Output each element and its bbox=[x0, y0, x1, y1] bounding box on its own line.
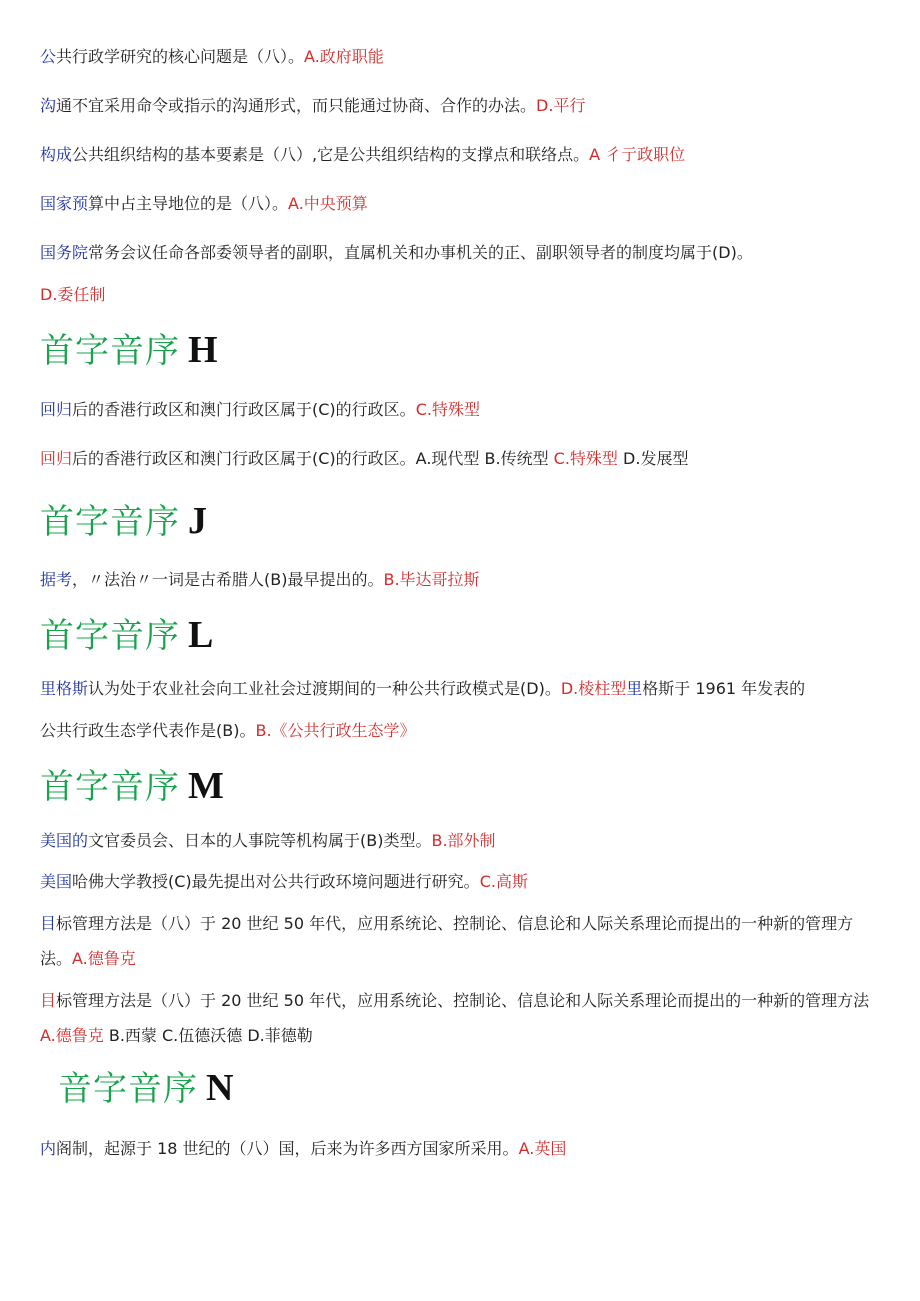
keyword: 内 bbox=[40, 1139, 57, 1158]
question-line bbox=[40, 563, 880, 597]
answer-text: C.高斯 bbox=[479, 872, 528, 891]
keyword: 美国 bbox=[40, 872, 73, 891]
keyword: 国务院 bbox=[40, 243, 89, 262]
question-line bbox=[40, 40, 880, 74]
keyword: 沟 bbox=[40, 96, 57, 115]
question-line bbox=[40, 824, 880, 858]
question-text: 后的香港行政区和澳门行政区属于(C)的行政区。A.现代型 B.传统型 bbox=[72, 449, 549, 468]
keyword: 回归 bbox=[40, 449, 73, 468]
answer-text: A.政府职能 bbox=[304, 47, 384, 66]
answer-text: B.《公共行政生态学》 bbox=[255, 721, 416, 740]
question-line bbox=[40, 89, 880, 123]
heading-label: 首字音序 bbox=[40, 502, 180, 542]
answer-text: C.特殊型 bbox=[415, 400, 480, 419]
question-line bbox=[40, 906, 880, 976]
question-line bbox=[40, 187, 880, 221]
question-line bbox=[40, 714, 880, 748]
section-heading-l bbox=[40, 610, 214, 660]
answer-text: B.部外制 bbox=[431, 831, 496, 850]
question-text: 常务会议任命各部委领导者的副职，直属机关和办事机关的正、副职领导者的制度均属于(D)。 bbox=[88, 243, 753, 262]
question-line bbox=[40, 393, 880, 427]
question-line bbox=[40, 442, 880, 476]
question-text: 后的香港行政区和澳门行政区属于(C)的行政区。 bbox=[72, 400, 416, 419]
question-text: 通不宜采用命令或指示的沟通形式，而只能通过协商、合作的办法。 bbox=[56, 96, 537, 115]
question-line bbox=[40, 236, 880, 270]
section-heading-h bbox=[40, 325, 219, 375]
heading-letter: M bbox=[188, 765, 225, 807]
question-text: 标管理方法是（八）于 20 世纪 50 年代，应用系统论、控制论、信息论和人际关系理论而提出的一种新的管理方法。 bbox=[40, 914, 854, 968]
answer-text: B.毕达哥拉斯 bbox=[383, 570, 480, 589]
answer-text: C.特殊型 bbox=[553, 449, 618, 468]
question-text: 共行政学研究的核心问题是（八）。 bbox=[56, 47, 305, 66]
keyword: 回归 bbox=[40, 400, 73, 419]
answer-text: A.中央预算 bbox=[288, 194, 368, 213]
question-text: 阁制，起源于 18 世纪的（八）国，后来为许多西方国家所采用。 bbox=[56, 1139, 519, 1158]
heading-letter: N bbox=[206, 1067, 235, 1109]
keyword: 公 bbox=[40, 47, 57, 66]
keyword: 里 bbox=[626, 679, 643, 698]
answer-text: A.德鲁克 bbox=[72, 949, 136, 968]
question-text: 算中占主导地位的是（八）。 bbox=[88, 194, 289, 213]
heading-letter: H bbox=[188, 329, 219, 371]
keyword: 美国的 bbox=[40, 831, 89, 850]
answer-text: A 彳亍政职位 bbox=[589, 145, 686, 164]
heading-letter: L bbox=[188, 614, 215, 656]
answer-text: A.德鲁克 bbox=[40, 1026, 104, 1045]
keyword: 目 bbox=[40, 991, 57, 1010]
keyword: 构成 bbox=[40, 145, 73, 164]
answer-text: D.平行 bbox=[536, 96, 586, 115]
keyword: 目 bbox=[40, 914, 57, 933]
question-line bbox=[40, 865, 880, 899]
question-text: 哈佛大学教授(C)最先提出对公共行政环境问题进行研究。 bbox=[72, 872, 480, 891]
option-text: B.西蒙 C.伍德沃德 D.菲德勒 bbox=[108, 1026, 313, 1045]
question-line bbox=[40, 672, 880, 706]
answer-line bbox=[40, 278, 880, 312]
question-text: 格斯于 1961 年发表的 bbox=[642, 679, 806, 698]
heading-label: 首字音序 bbox=[40, 616, 180, 656]
section-heading-n bbox=[58, 1063, 234, 1113]
answer-text: A.英国 bbox=[518, 1139, 567, 1158]
question-text: 认为处于农业社会向工业社会过渡期间的一种公共行政模式是(D)。 bbox=[88, 679, 561, 698]
question-text: 文官委员会、日本的人事院等机构属于(B)类型。 bbox=[88, 831, 432, 850]
heading-label: 首字音序 bbox=[40, 767, 180, 807]
answer-text: D.棱柱型 bbox=[560, 679, 627, 698]
heading-label: 首字音序 bbox=[40, 331, 180, 371]
keyword: 里格斯 bbox=[40, 679, 89, 698]
section-heading-m bbox=[40, 761, 225, 811]
question-text: 公共行政生态学代表作是(B)。 bbox=[40, 721, 256, 740]
question-line bbox=[40, 138, 880, 172]
keyword: 国家预 bbox=[40, 194, 89, 213]
answer-text: D.委任制 bbox=[40, 285, 106, 304]
question-line bbox=[40, 1132, 880, 1166]
heading-letter: J bbox=[188, 500, 208, 542]
keyword: 据考 bbox=[40, 570, 73, 589]
question-text: 标管理方法是（八）于 20 世纪 50 年代，应用系统论、控制论、信息论和人际关系理论而提出的一种新的管理方法 bbox=[56, 991, 870, 1010]
question-line bbox=[40, 983, 880, 1053]
question-text: 公共组织结构的基本要素是（八）,它是公共组织结构的支撑点和联络点。 bbox=[72, 145, 590, 164]
section-heading-j bbox=[40, 496, 208, 546]
option-text: D.发展型 bbox=[623, 449, 689, 468]
heading-label: 音字音序 bbox=[58, 1069, 198, 1109]
question-text: ，〃法治〃一词是古希腊人(B)最早提出的。 bbox=[72, 570, 384, 589]
